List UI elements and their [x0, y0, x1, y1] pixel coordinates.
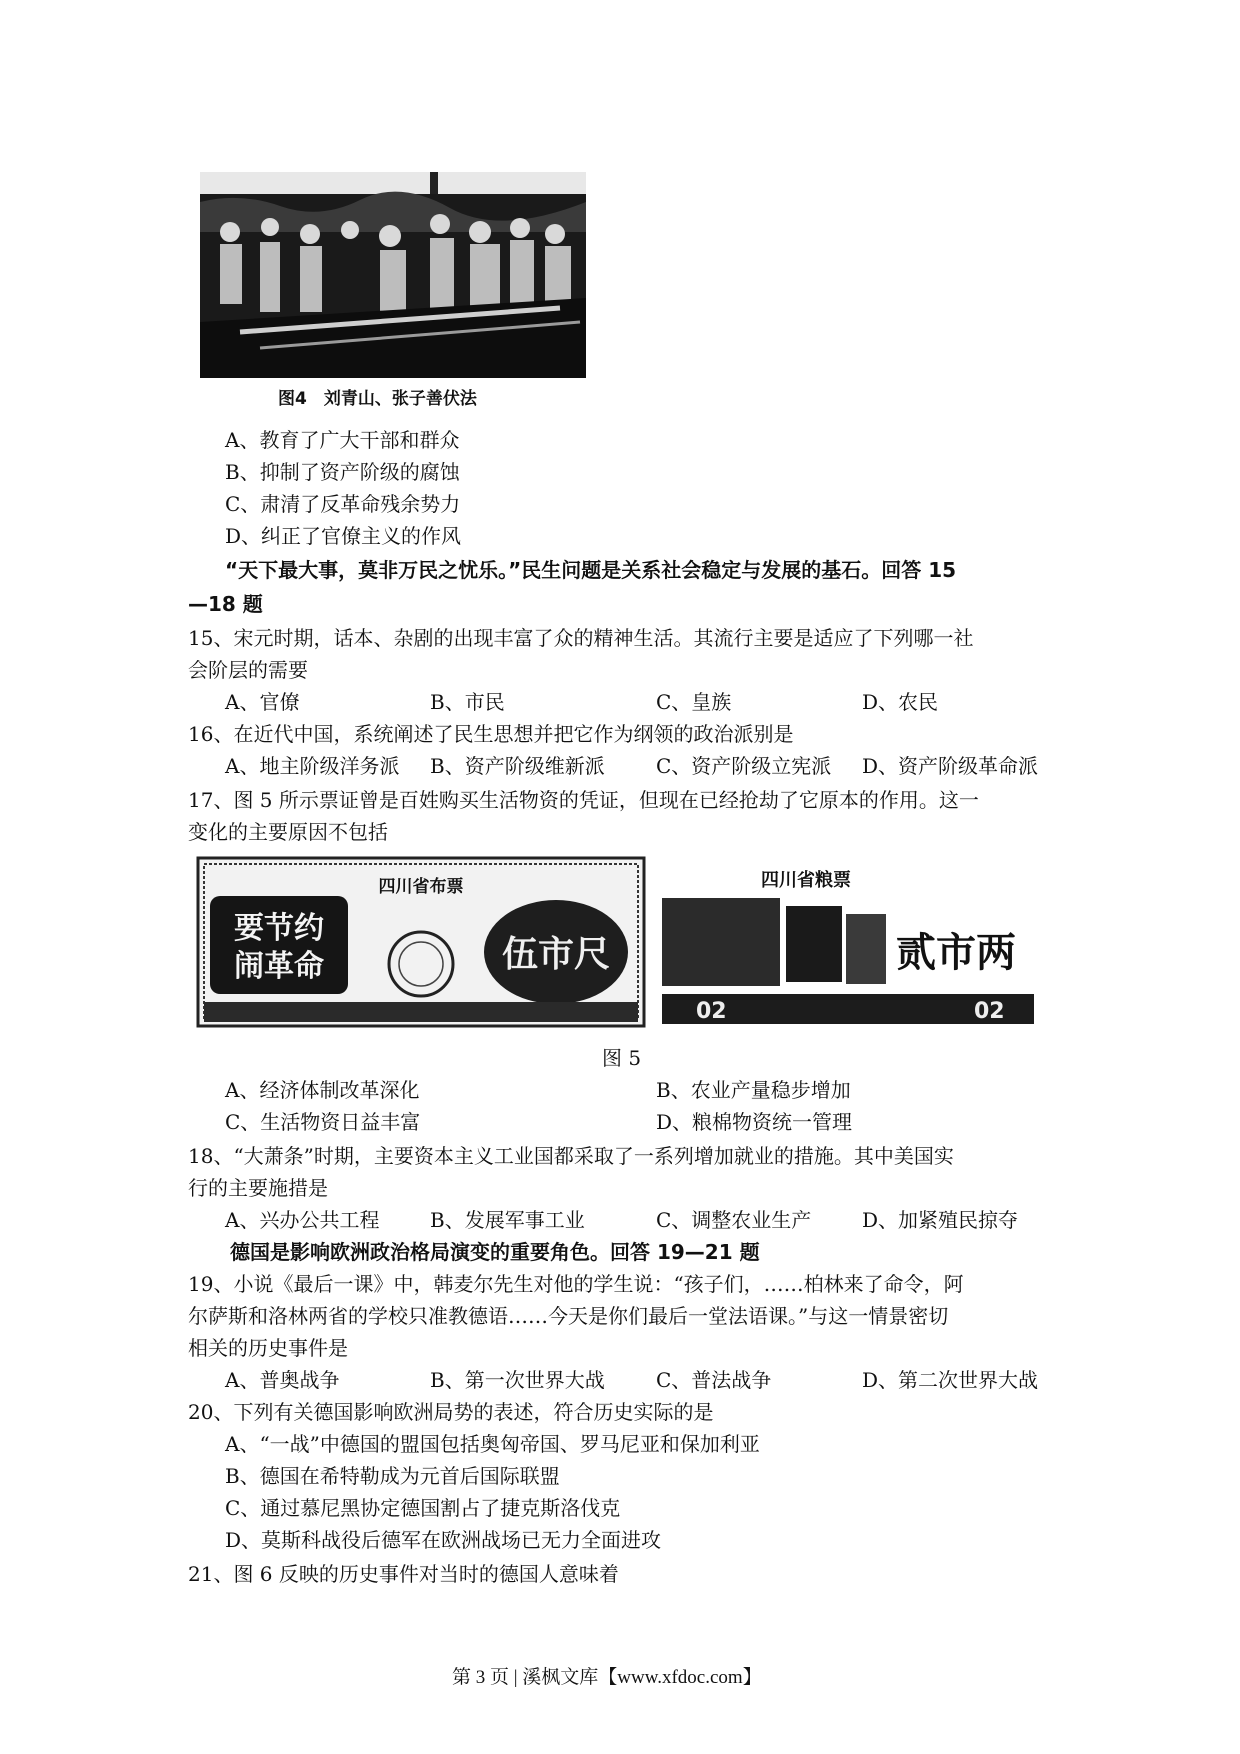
crowd-photo-image [200, 172, 586, 378]
q15-option-c: C、皇族 [656, 690, 732, 714]
cloth-coupon-slogan-line1: 要节约 [234, 911, 324, 946]
q19-stem-cont2: 相关的历史事件是 [188, 1336, 348, 1360]
q14-option-c: C、肃清了反革命残余势力 [225, 492, 461, 516]
q18-stem-cont: 行的主要施措是 [188, 1176, 328, 1200]
q17-option-b: B、农业产量稳步增加 [656, 1078, 851, 1102]
q20-option-d: D、莫斯科战役后德军在欧洲战场已无力全面进攻 [225, 1528, 662, 1552]
svg-text:02: 02 [974, 999, 1005, 1024]
grain-coupon [656, 858, 1040, 1032]
q19-option-a: A、普奥战争 [225, 1368, 340, 1392]
q18-option-b: B、发展军事工业 [430, 1208, 585, 1232]
section-livelihood-intro: “天下最大事，莫非万民之忧乐。”民生问题是关系社会稳定与发展的基石。回答 15 [225, 558, 957, 582]
q19-option-c: C、普法战争 [656, 1368, 772, 1392]
q21-stem: 21、图 6 反映的历史事件对当时的德国人意味着 [188, 1562, 619, 1586]
q15-stem-cont: 会阶层的需要 [188, 658, 308, 682]
q20-option-a: A、“一战”中德国的盟国包括奥匈帝国、罗马尼亚和保加利亚 [225, 1432, 760, 1456]
q16-option-d: D、资产阶级革命派 [862, 754, 1039, 778]
grain-coupon-image [656, 858, 1040, 1032]
q17-stem-cont: 变化的主要原因不包括 [188, 820, 388, 844]
q14-option-a: A、教育了广大干部和群众 [225, 428, 460, 452]
q17-option-c: C、生活物资日益丰富 [225, 1110, 421, 1134]
figure4-photo [200, 172, 586, 378]
page-footer: 第 3 页 | 溪枫文库【www.xfdoc.com】 [452, 1667, 762, 1688]
section-livelihood-intro-cont: —18 题 [188, 592, 263, 616]
q20-option-b: B、德国在希特勒成为元首后国际联盟 [225, 1464, 560, 1488]
q16-option-b: B、资产阶级维新派 [430, 754, 605, 778]
q14-option-d: D、纠正了官僚主义的作风 [225, 524, 462, 548]
q15-stem: 15、宋元时期，话本、杂剧的出现丰富了众的精神生活。其流行主要是适应了下列哪一社 [188, 626, 974, 650]
q15-option-b: B、市民 [430, 690, 505, 714]
q18-option-d: D、加紧殖民掠夺 [862, 1208, 1019, 1232]
q17-option-d: D、粮棉物资统一管理 [656, 1110, 853, 1134]
svg-text:02: 02 [696, 999, 727, 1024]
figure4-caption: 图4 刘青山、张子善伏法 [278, 389, 477, 409]
cloth-coupon [196, 852, 646, 1032]
cloth-coupon-header: 四川省布票 [378, 877, 464, 897]
grain-coupon-amount: 贰市两 [896, 930, 1016, 976]
cloth-coupon-slogan-line2: 闹革命 [234, 949, 324, 984]
q19-stem: 19、小说《最后一课》中，韩麦尔先生对他的学生说：“孩子们，……柏林来了命令，阿 [188, 1272, 964, 1296]
q18-stem: 18、“大萧条”时期，主要资本主义工业国都采取了一系列增加就业的措施。其中美国实 [188, 1144, 954, 1168]
q16-option-c: C、资产阶级立宪派 [656, 754, 832, 778]
q16-stem: 16、在近代中国，系统阐述了民生思想并把它作为纲领的政治派别是 [188, 722, 794, 746]
q19-stem-cont: 尔萨斯和洛林两省的学校只准教德语……今天是你们最后一堂法语课。”与这一情景密切 [188, 1304, 949, 1328]
q18-option-c: C、调整农业生产 [656, 1208, 812, 1232]
section-germany-intro: 德国是影响欧洲政治格局演变的重要角色。回答 19—21 题 [230, 1240, 760, 1264]
grain-coupon-header: 四川省粮票 [761, 870, 851, 891]
q16-option-a: A、地主阶级洋务派 [225, 754, 400, 778]
q17-stem: 17、图 5 所示票证曾是百姓购买生活物资的凭证，但现在已经抢劫了它原本的作用。这一 [188, 788, 979, 812]
cloth-coupon-image [196, 852, 646, 1032]
figure5-caption: 图 5 [602, 1046, 642, 1070]
q19-option-d: D、第二次世界大战 [862, 1368, 1039, 1392]
q19-option-b: B、第一次世界大战 [430, 1368, 605, 1392]
q20-stem: 20、下列有关德国影响欧洲局势的表述，符合历史实际的是 [188, 1400, 714, 1424]
q20-option-c: C、通过慕尼黑协定德国割占了捷克斯洛伐克 [225, 1496, 621, 1520]
q17-option-a: A、经济体制改革深化 [225, 1078, 420, 1102]
q14-option-b: B、抑制了资产阶级的腐蚀 [225, 460, 460, 484]
q15-option-d: D、农民 [862, 690, 939, 714]
q15-option-a: A、官僚 [225, 690, 300, 714]
q18-option-a: A、兴办公共工程 [225, 1208, 380, 1232]
cloth-coupon-amount: 伍市尺 [501, 934, 611, 975]
